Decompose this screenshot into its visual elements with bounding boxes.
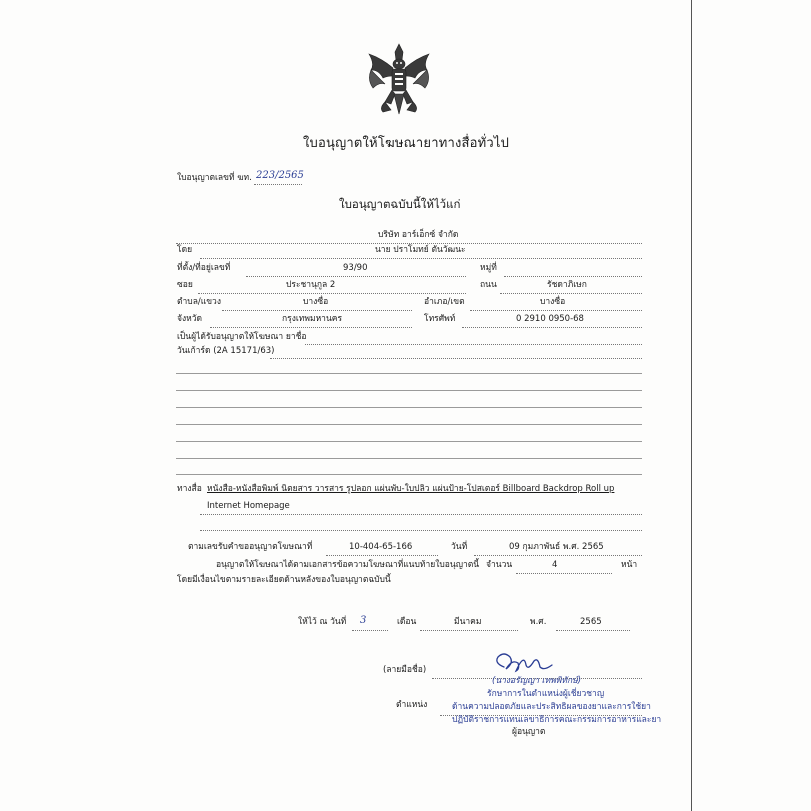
soi-label: ซอย — [177, 280, 193, 290]
subdistrict-value: บางซื่อ — [303, 297, 329, 307]
license-no-line — [254, 184, 302, 185]
district-value: บางซื่อ — [540, 297, 566, 307]
blank-line — [176, 390, 642, 391]
moo-label: หมู่ที่ — [480, 263, 497, 273]
month-label: เดือน — [397, 617, 417, 627]
signer-name: (นางอรัญญา เทพพิทักษ์) — [492, 676, 582, 686]
position-line-1: รักษาการในตำแหน่งผู้เชี่ยวชาญ — [487, 689, 605, 699]
moo-line — [504, 276, 642, 277]
media-line-3 — [200, 530, 642, 531]
address-no-value: 93/90 — [343, 263, 368, 273]
drug-line-1 — [305, 344, 642, 345]
blank-line — [176, 407, 642, 408]
position-label: ตำแหน่ง — [396, 700, 428, 710]
subdistrict-line — [222, 310, 412, 311]
province-line — [210, 327, 412, 328]
company-name: บริษัท อาร์เอ็กซ์ จำกัด — [378, 230, 459, 240]
position-line-4: ผู้อนุญาต — [512, 727, 546, 737]
attach-label: อนุญาตให้โฆษณาได้ตามเอกสารข้อความโฆษณาที่แนบท้ายใบอนุญาตนี้ — [216, 560, 480, 570]
blank-line — [176, 441, 642, 442]
phone-value: 0 2910 0950-68 — [516, 314, 584, 324]
count-label: จำนวน — [486, 560, 513, 570]
road-line — [500, 293, 642, 294]
document-subtitle: ใบอนุญาตฉบับนี้ให้ไว้แก่ — [339, 197, 461, 211]
province-value: กรุงเทพมหานคร — [282, 314, 343, 324]
province-label: จังหวัด — [177, 314, 203, 324]
by-line — [200, 258, 642, 259]
road-value: รัชดาภิเษก — [547, 280, 587, 290]
request-date-value: 09 กุมภาพันธ์ พ.ศ. 2565 — [509, 542, 604, 552]
company-line — [176, 243, 642, 244]
blank-line — [176, 474, 642, 475]
license-no-value: 223/2565 — [256, 170, 304, 181]
district-label: อำเภอ/เขต — [424, 297, 465, 307]
soi-line — [198, 293, 466, 294]
request-date-line — [474, 555, 642, 556]
year-line — [556, 630, 630, 631]
district-line — [470, 310, 642, 311]
media-line-2 — [200, 514, 642, 515]
given-day-value: 3 — [360, 615, 367, 626]
soi-value: ประชานุกูล 2 — [286, 280, 336, 290]
position-line-3: ปฏิบัติราชการแทนเลขาธิการคณะกรรมการอาหารและยา — [452, 715, 662, 725]
phone-label: โทรศัพท์ — [424, 314, 456, 324]
blank-line — [176, 373, 642, 374]
phone-line — [462, 327, 642, 328]
be-label: พ.ศ. — [530, 617, 547, 627]
drug-label: เป็นผู้ได้รับอนุญาตให้โฆษณา ยาชื่อ — [177, 332, 307, 342]
blank-line — [176, 424, 642, 425]
garuda-emblem-icon — [361, 40, 437, 118]
subdistrict-label: ตำบล/แขวง — [177, 297, 221, 307]
given-day-line — [352, 630, 388, 631]
address-label: ที่ตั้ง/ที่อยู่เลขที่ — [177, 263, 231, 273]
year-value: 2565 — [580, 617, 602, 627]
count-line — [516, 573, 612, 574]
address-line — [246, 276, 466, 277]
request-date-label: วันที่ — [451, 542, 468, 552]
license-no-label: ใบอนุญาตเลขที่ ฆท. — [177, 173, 252, 183]
signature-label: (ลายมือชื่อ) — [383, 665, 427, 675]
by-label: โดย — [177, 245, 193, 255]
media-value-2: Internet Homepage — [207, 501, 290, 511]
by-value: นาย ปราโมทย์ ตันวัฒนะ — [375, 245, 466, 255]
blank-line — [176, 458, 642, 459]
request-no-line — [326, 555, 438, 556]
page-edge-divider — [691, 0, 692, 811]
media-label: ทางสื่อ — [177, 484, 202, 494]
month-line — [420, 630, 518, 631]
drug-name: วันเก้าร์ด (2A 15171/63) — [177, 346, 275, 356]
conditions-text: โดยมีเงื่อนไขตามรายละเอียดด้านหลังของใบอนุญาตฉบับนี้ — [177, 575, 391, 585]
month-value: มีนาคม — [454, 617, 482, 627]
position-line-2: ด้านความปลอดภัยและประสิทธิผลของยาและการใช้ยา — [452, 702, 651, 712]
request-no-value: 10-404-65-166 — [349, 542, 413, 552]
document-title: ใบอนุญาตให้โฆษณายาทางสื่อทั่วไป — [303, 136, 510, 151]
count-value: 4 — [552, 560, 558, 570]
given-label: ให้ไว้ ณ วันที่ — [298, 617, 347, 627]
request-label: ตามเลขรับคำขออนุญาตโฆษณาที่ — [188, 542, 313, 552]
page-label: หน้า — [621, 560, 638, 570]
drug-line-2 — [270, 358, 642, 359]
road-label: ถนน — [480, 280, 497, 290]
media-value-1: หนังสือ-หนังสือพิมพ์ นิตยสาร วารสาร รูปลอก แผ่นพับ-ใบปลิว แผ่นป้าย-โปสเตอร์ Billboard Backdrop Roll up — [207, 484, 615, 494]
